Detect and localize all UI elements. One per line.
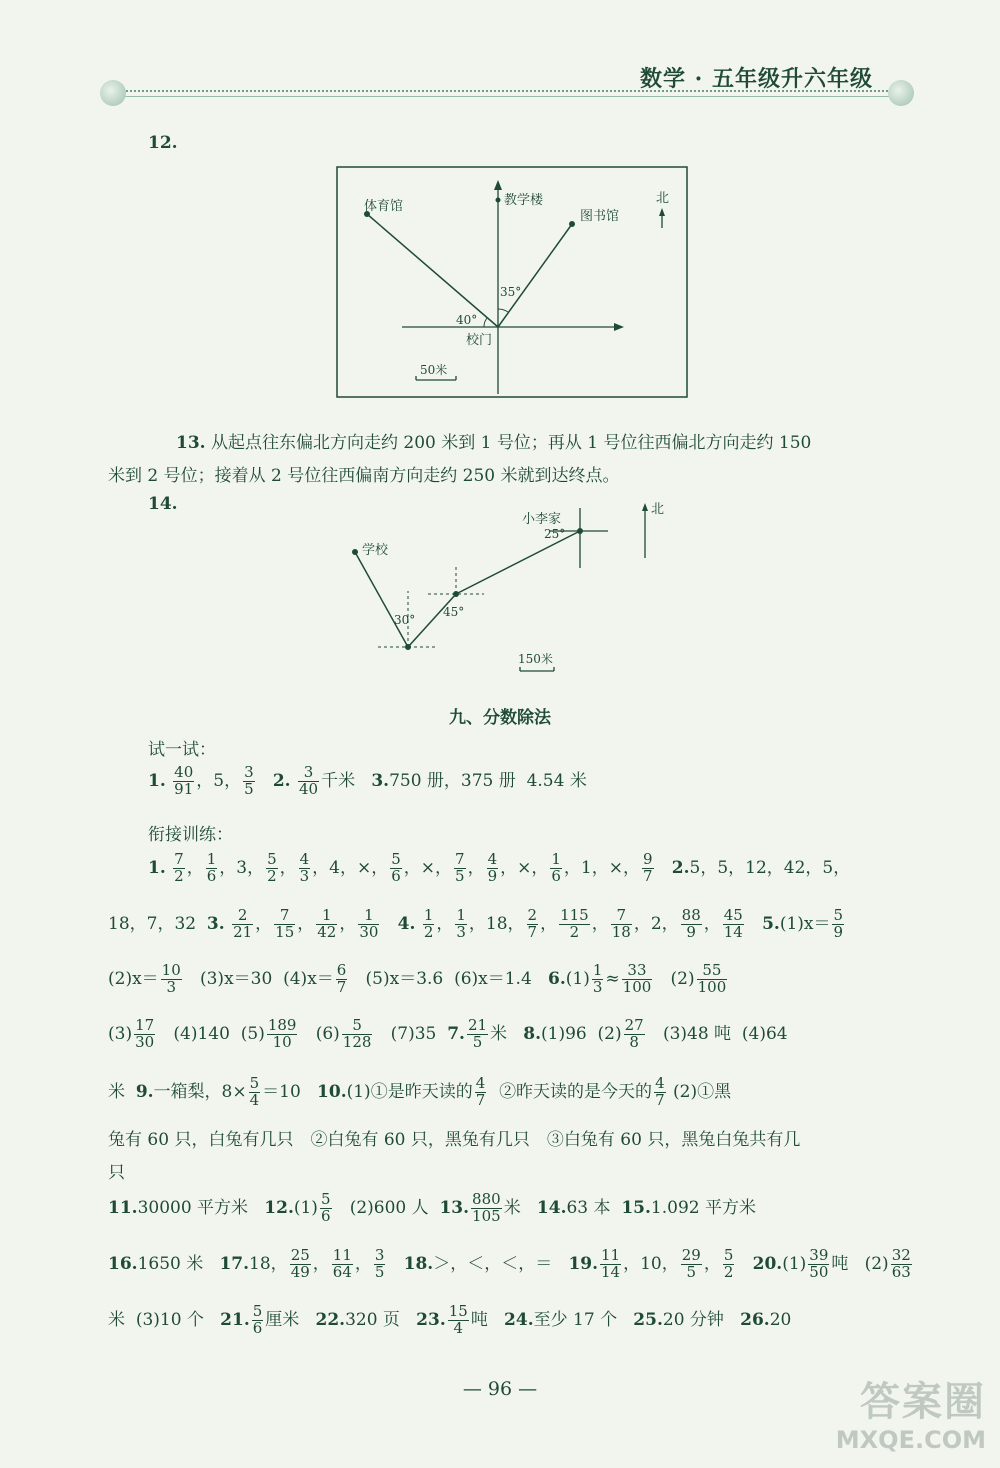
teach-point (496, 198, 501, 203)
library-point (569, 221, 575, 227)
training-row-8: 11.30000 平方米 12.(1) $\frac{5}{6}$ (2)600 人 13. $\frac{880}{105}$ 米 14.63 本 15.1.092 平方米 (108, 1190, 756, 1225)
label-teach-building: 教学楼 (504, 193, 544, 208)
q12-direction-diagram (336, 166, 688, 398)
section-title: 九、分数除法 (449, 708, 551, 728)
header-ornament-right (888, 80, 914, 106)
header-divider (118, 90, 896, 92)
angle-arc-40 (484, 318, 487, 327)
label-gym: 体育馆 (364, 199, 404, 214)
q13-line-2: 米到 2 号位；接着从 2 号位往西偏南方向走约 250 米就到达终点。 (108, 466, 620, 486)
school-point (352, 549, 358, 555)
axis-arrow-right (614, 323, 624, 331)
training-row-1: 1. $\frac{7}{2}$ ， $\frac{1}{6}$ ，3， $\frac{5}{2}$ ， $\frac{4}{3}$ ，4，×， $\frac{5}{6}$ ，×， $\frac{7}{5}$ ， $\frac{4}{9}$ ，×， $\frac{1}{6}$ ，1，×， $\frac{9}{7}$ 2.5，5，12，42，5， (148, 850, 851, 885)
training-label: 衔接训练： (148, 825, 233, 845)
training-row-6: 兔有 60 只，白兔有几只 ②白兔有 60 只，黑兔有几只 ③白兔有 60 只，黑兔白兔共有几 (108, 1130, 801, 1150)
q13-line-1: 13. 从起点往东偏北方向走约 200 米到 1 号位；再从 1 号位往西偏北方向走约 150 (176, 433, 812, 453)
label-scale-150m: 150米 (518, 652, 553, 666)
ray-to-library (498, 224, 572, 327)
label-north: 北 (651, 502, 665, 517)
training-row-3: (2)x＝ $\frac{10}{3}$ (3)x＝30 (4)x＝ $\frac{6}{7}$ (5)x＝3.6 (6)x＝1.4 6.(1) $\frac{1}{3}$ ≈ $\frac{33}{100}$ (2) $\frac{55}{100}$ (108, 961, 727, 996)
label-school-gate: 校门 (466, 333, 493, 348)
label-angle-45: 45° (443, 605, 465, 619)
training-row-2: 18，7，32 3. $\frac{2}{21}$ ， $\frac{7}{15}$ ， $\frac{1}{42}$ ， $\frac{1}{30}$ 4. $\frac{1}{2}$ ， $\frac{1}{3}$ ，18， $\frac{2}{7}$ ， $\frac{115}{2}$ ， $\frac{7}{18}$ ，2， $\frac{88}{9}$ ， $\frac{45}{14}$ 5.(1)x＝ $\frac{5}{9}$ (108, 906, 844, 941)
header-title: 数学 · 五年级升六年级 (640, 66, 873, 92)
label-angle-25: 25° (544, 527, 566, 541)
page-number: — 96 — (462, 1378, 538, 1400)
training-row-9: 16.1650 米 17.18， $\frac{25}{49}$ ， $\frac{11}{64}$ ， $\frac{3}{5}$ 18.＞，＜，＜，＝ 19. $\frac{11}{14}$ ，10， $\frac{29}{5}$ ， $\frac{5}{2}$ 20.(1) $\frac{39}{50}$ 吨 (2) $\frac{32}{63}$ (108, 1246, 911, 1281)
ray-to-gym (367, 214, 498, 327)
label-home: 小李家 (522, 512, 562, 527)
angle-arc-35 (498, 309, 508, 312)
north-arrow-head (659, 208, 665, 216)
label-school: 学校 (362, 543, 389, 558)
label-library: 图书馆 (580, 209, 620, 224)
question-number-14: 14. (148, 494, 178, 514)
try-label: 试一试： (148, 740, 216, 760)
try-answers-line: 1. $\frac{40}{91}$ ，5， $\frac{3}{5}$ 2. $\frac{3}{40}$ 千米 3.750 册，375 册 4.54 米 (148, 763, 587, 798)
training-row-4: (3) $\frac{17}{30}$ (4)140 (5) $\frac{189}{10}$ (6) $\frac{5}{128}$ (7)35 7. $\frac{21}{5}$ 米 8.(1)96 (2) $\frac{27}{8}$ (3)48 吨 (4)64 (108, 1016, 788, 1051)
label-north: 北 (656, 191, 670, 206)
header-ornament-left (100, 80, 126, 106)
label-angle-40: 40° (456, 313, 478, 327)
training-row-5: 米 9.一箱梨，8× $\frac{5}{4}$ ＝10 10.(1)①是昨天读的 $\frac{4}{7}$ ②昨天读的是今天的 $\frac{4}{7}$ (2)①黑 (108, 1074, 732, 1109)
north-arrow-head (642, 503, 648, 511)
question-number-12: 12. (148, 133, 178, 153)
label-angle-35: 35° (500, 285, 522, 299)
training-row-10: 米 (3)10 个 21. $\frac{5}{6}$ 厘米 22.320 页 23. $\frac{15}{4}$ 吨 24.至少 17 个 25.20 分钟 26.20 (108, 1302, 792, 1337)
q14-route-diagram (340, 496, 680, 686)
label-scale-50m: 50米 (420, 363, 448, 377)
route-segment-to-school (355, 552, 408, 647)
watermark-logo: 答案圈 MXQE.COM (835, 1379, 986, 1454)
axis-arrow-up (494, 180, 502, 190)
training-row-7: 只 (108, 1163, 125, 1183)
header-divider-thin (118, 96, 896, 97)
label-angle-30: 30° (394, 613, 416, 627)
